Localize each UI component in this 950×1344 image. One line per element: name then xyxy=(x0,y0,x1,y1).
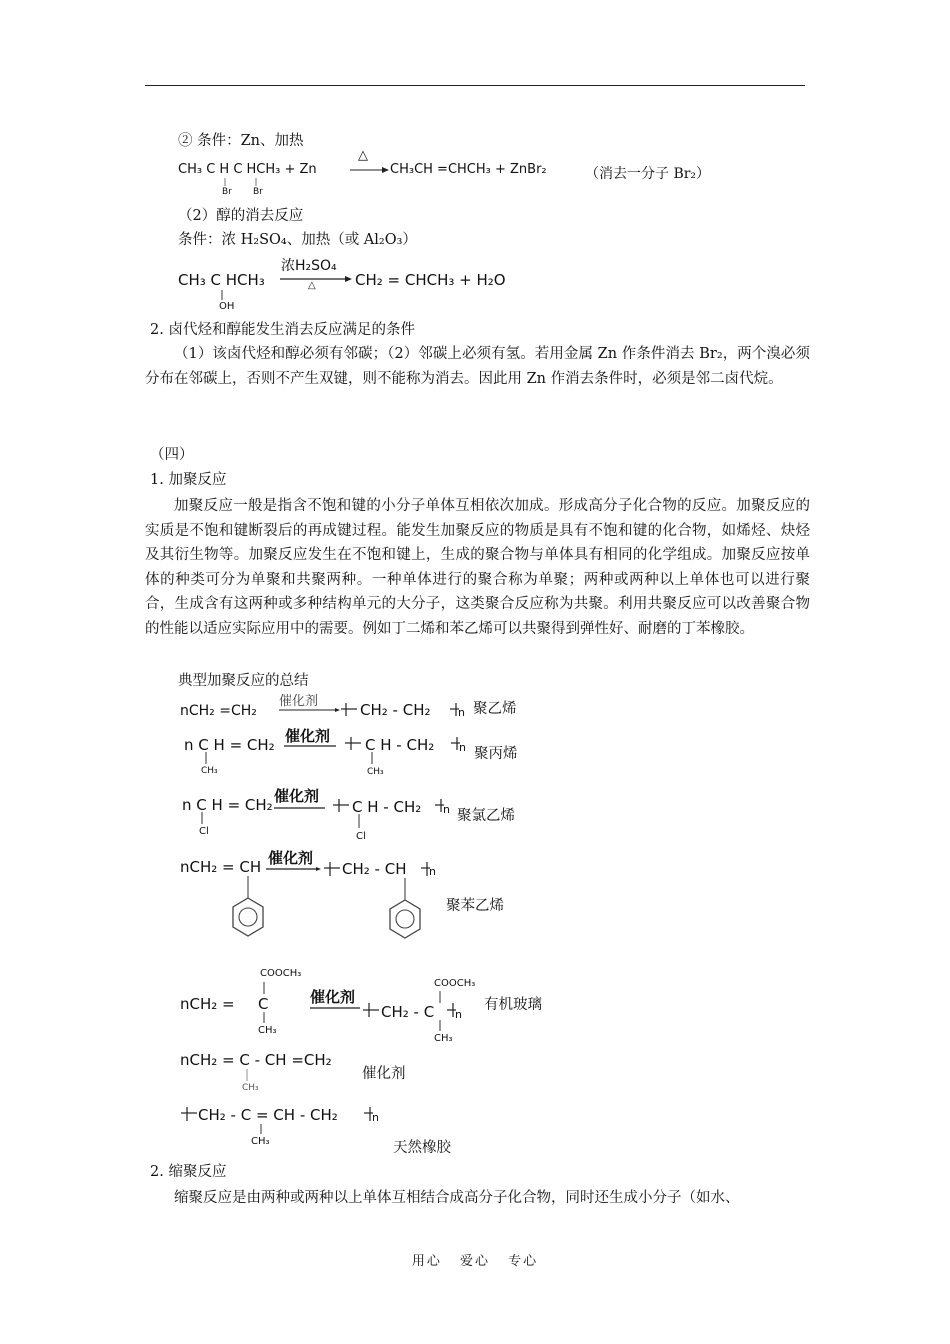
addition-polymer-heading: 1. 加聚反应 xyxy=(150,472,227,488)
alcohol-arrow-bottom: △ xyxy=(308,280,316,291)
r5-sub-right: CH₃ xyxy=(434,1033,453,1044)
r6-catalyst: 催化剂 xyxy=(362,1066,406,1082)
r4-catalyst: 催化剂 xyxy=(268,849,314,867)
r3-sub-left: Cl xyxy=(199,826,209,837)
alcohol-heading: （2）醇的消去反应 xyxy=(178,208,304,224)
addition-polymer-body: 加聚反应一般是指含不饱和键的小分子单体互相依次加成。形成高分子化合物的反应。加聚反应的实质是不饱和键断裂后的再成键过程。能发生加聚反应的物质是具有不饱和键的化合物，如烯烃、炔烃及其衍生物等。加聚反应发生在不饱和键上，生成的聚合物与单体具有相同的化学组成。加聚反应按单体的种类可分为单聚和共聚两种。一种单体进行的聚合称为单聚；两种或两种以上单体也可以进行聚合，生成含有这两种或多种结构单元的大分子，这类聚合反应称为共聚。利用共聚反应可以改善聚合物的性能以适应实际应用中的需要。例如丁二烯和苯乙烯可以共聚得到弹性好、耐磨的丁苯橡胶。 xyxy=(145,498,810,637)
condensation-heading: 2. 缩聚反应 xyxy=(150,1164,227,1180)
r1-catalyst: 催化剂 xyxy=(279,694,319,709)
r1-n: n xyxy=(458,706,465,719)
r5-top-left: COOCH₃ xyxy=(260,968,302,979)
alcohol-arrow-top: 浓H₂SO₄ xyxy=(281,258,337,274)
r6-left: nCH₂ = C - CH =CH₂ xyxy=(180,1051,332,1069)
r3-name: 聚氯乙烯 xyxy=(457,808,515,824)
alcohol-eq-right: CH₂ = CHCH₃ + H₂O xyxy=(355,271,506,289)
oh-label: OH xyxy=(219,301,235,312)
r6-product: CH₂ - C = CH - CH₂ xyxy=(198,1106,338,1124)
r5-right: CH₂ - C xyxy=(381,1003,435,1021)
r3-catalyst: 催化剂 xyxy=(274,787,320,805)
r6-n: n xyxy=(372,1111,379,1124)
r4-name: 聚苯乙烯 xyxy=(446,898,504,914)
r6-brackets xyxy=(0,0,1,1)
summary-title: 典型加聚反应的总结 xyxy=(178,673,309,689)
r1-right: CH₂ - CH₂ xyxy=(360,701,431,719)
r3-sub-right: Cl xyxy=(356,831,366,842)
r5-top-right: COOCH₃ xyxy=(434,978,476,989)
r2-name: 聚丙烯 xyxy=(474,746,518,762)
br-label-1: Br xyxy=(222,187,232,197)
r5-catalyst: 催化剂 xyxy=(310,988,356,1006)
r2-sub-left: CH₃ xyxy=(201,766,218,776)
conditions-body: （1）该卤代烃和醇必须有邻碳；（2）邻碳上必须有氢。若用金属 Zn 作条件消去 Br₂，两个溴必须分布在邻碳上，否则不产生双键，则不能称为消去。因此用 Zn 作消去条件时，必须是邻二卤代烷。 xyxy=(145,346,810,387)
r2-right: C H - CH₂ xyxy=(365,736,435,754)
r1-left: nCH₂ =CH₂ xyxy=(180,703,257,719)
r5-left: nCH₂ = xyxy=(180,995,235,1013)
r5-n: n xyxy=(455,1008,462,1021)
r4-left: nCH₂ = CH xyxy=(180,858,262,876)
header-rule xyxy=(145,85,805,86)
r3-n: n xyxy=(443,803,450,816)
r2-left: n C H = CH₂ xyxy=(184,736,275,754)
r1-name: 聚乙烯 xyxy=(473,701,517,717)
r4-n: n xyxy=(429,865,436,878)
zn-condition-line: ② 条件：Zn、加热 xyxy=(178,133,304,149)
alcohol-condition: 条件：浓 H₂SO₄、加热（或 Al₂O₃） xyxy=(178,232,417,248)
r5-c-left: C xyxy=(258,995,269,1013)
r3-left: n C H = CH₂ xyxy=(182,796,273,814)
page-footer: 用心 爱心 专心 xyxy=(411,1254,539,1269)
conditions-heading: 2. 卤代烃和醇能发生消去反应满足的条件 xyxy=(150,322,415,338)
zn-equation-note: （消去一分子 Br₂） xyxy=(585,166,711,182)
alcohol-eq-left: CH₃ C HCH₃ xyxy=(178,271,265,289)
zn-equation-left: CH₃ C H C HCH₃ + Zn xyxy=(178,162,317,177)
section-four-marker: （四） xyxy=(150,447,194,463)
r5-name: 有机玻璃 xyxy=(484,997,542,1013)
r2-sub-right: CH₃ xyxy=(367,767,384,777)
r2-catalyst: 催化剂 xyxy=(285,727,331,745)
r5-sub-left: CH₃ xyxy=(258,1025,277,1036)
heat-triangle: △ xyxy=(358,148,368,163)
zn-equation-right: CH₃CH =CHCH₃ + ZnBr₂ xyxy=(390,162,547,177)
r6-sub-left: CH₃ xyxy=(242,1083,259,1093)
r2-n: n xyxy=(459,741,466,754)
r3-right: C H - CH₂ xyxy=(352,798,422,816)
br-label-2: Br xyxy=(253,187,263,197)
r4-right: CH₂ - CH xyxy=(342,860,407,878)
condensation-body: 缩聚反应是由两种或两种以上单体互相结合成高分子化合物，同时还生成小分子（如水、 xyxy=(174,1190,740,1206)
r6-product-sub: CH₃ xyxy=(251,1136,270,1147)
r6-name: 天然橡胶 xyxy=(393,1140,451,1156)
